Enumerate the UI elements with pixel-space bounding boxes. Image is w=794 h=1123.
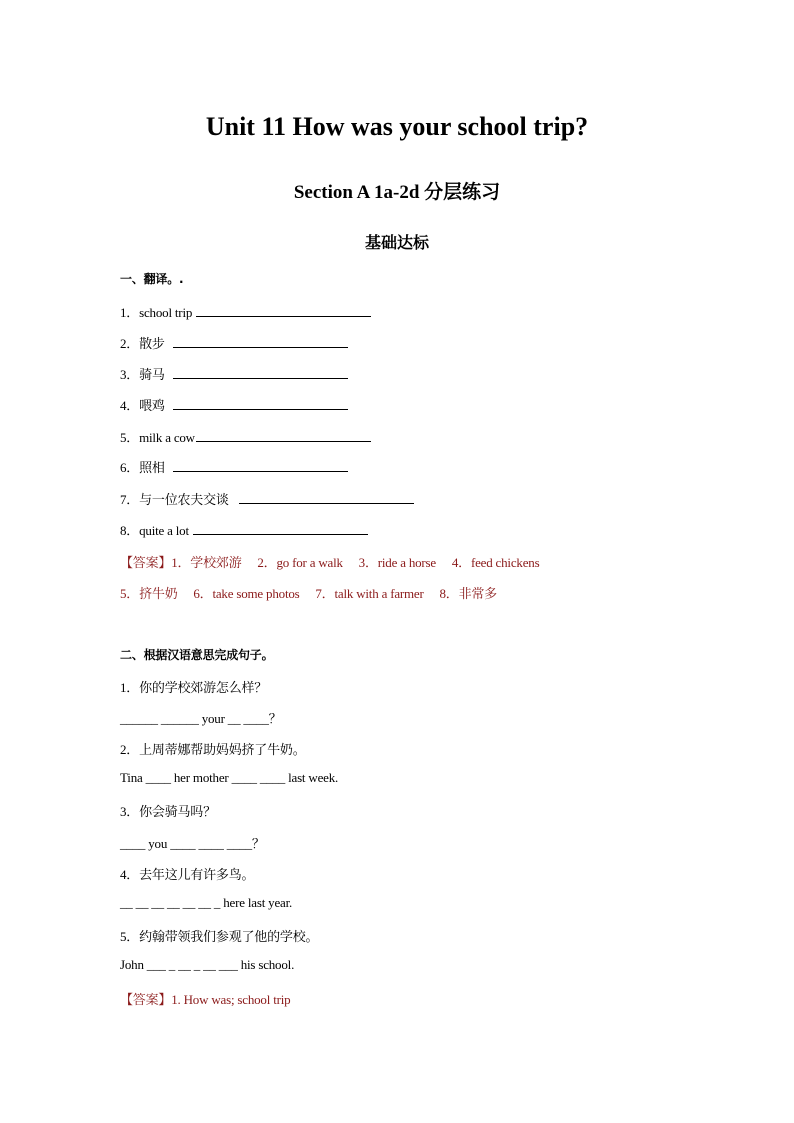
part1-heading: 一、翻译。. — [120, 272, 184, 286]
item-number: 8． — [120, 523, 140, 538]
answer-blank[interactable] — [173, 459, 348, 472]
item-number: 4． — [120, 398, 140, 413]
part2-q5-english[interactable]: John ___ _ __ _ __ ___ his school. — [120, 957, 295, 972]
item-text: 照相 — [139, 461, 165, 476]
answer-blank[interactable] — [173, 366, 348, 379]
item-text: 与一位农夫交谈 — [139, 493, 229, 508]
part1-item-7 — [120, 489, 414, 508]
part2-q3-english[interactable]: ____ you ____ ____ ____？ — [120, 836, 265, 851]
item-number: 1． — [120, 305, 140, 320]
part2-q5-chinese: 5．约翰带领我们参观了他的学校。 — [120, 929, 319, 944]
part1-answer-line-1: 【答案】1．学校郊游 2．go for a walk 3．ride a horse 4．feed chickens — [120, 555, 540, 570]
item-text: 散步 — [139, 337, 165, 352]
item-number: 6． — [120, 460, 140, 475]
part1-item-2 — [120, 333, 348, 352]
part1-item-5 — [120, 427, 371, 446]
item-text: quite a lot — [139, 523, 189, 538]
item-text: school trip — [139, 305, 193, 320]
part1-item-8 — [120, 520, 368, 539]
part1-item-3 — [120, 364, 348, 383]
part2-q1-english[interactable]: ______ ______ your __ ____？ — [120, 711, 282, 726]
part2-q4-english[interactable]: __ __ __ __ __ __ _ here last year. — [120, 895, 293, 910]
item-text: 骑马 — [139, 368, 165, 383]
page-title: Unit 11 How was your school trip? — [205, 112, 589, 141]
item-number: 2． — [120, 336, 140, 351]
part1-item-4 — [120, 395, 348, 414]
part2-heading: 二、根据汉语意思完成句子。 — [120, 648, 274, 662]
item-text: milk a cow — [139, 430, 195, 445]
answer-blank[interactable] — [196, 429, 371, 442]
part1-item-6 — [120, 457, 348, 476]
part2-q2-chinese: 2．上周蒂娜帮助妈妈挤了牛奶。 — [120, 742, 306, 757]
answer-blank[interactable] — [196, 304, 371, 317]
part2-q1-chinese: 1．你的学校郊游怎么样？ — [120, 680, 268, 695]
part2-q4-chinese: 4．去年这儿有许多鸟。 — [120, 867, 255, 882]
part2-q2-english[interactable]: Tina ____ her mother ____ ____ last week. — [120, 770, 339, 785]
item-number: 5． — [120, 430, 140, 445]
item-number: 3． — [120, 367, 140, 382]
section-subtitle: Section A 1a-2d 分层练习 — [293, 182, 501, 203]
part1-item-1 — [120, 302, 371, 321]
item-number: 7． — [120, 492, 140, 507]
answer-blank[interactable] — [173, 397, 348, 410]
part1-answer-line-2: 5．挤牛奶 6．take some photos 7．talk with a farmer 8．非常多 — [120, 586, 497, 601]
answer-blank[interactable] — [193, 522, 368, 535]
answer-blank[interactable] — [239, 491, 414, 504]
answer-blank[interactable] — [173, 335, 348, 348]
part2-q3-chinese: 3．你会骑马吗？ — [120, 804, 216, 819]
item-text: 喂鸡 — [139, 399, 165, 414]
part2-answer: 【答案】1. How was; school trip — [120, 992, 291, 1007]
level-heading: 基础达标 — [364, 235, 429, 252]
